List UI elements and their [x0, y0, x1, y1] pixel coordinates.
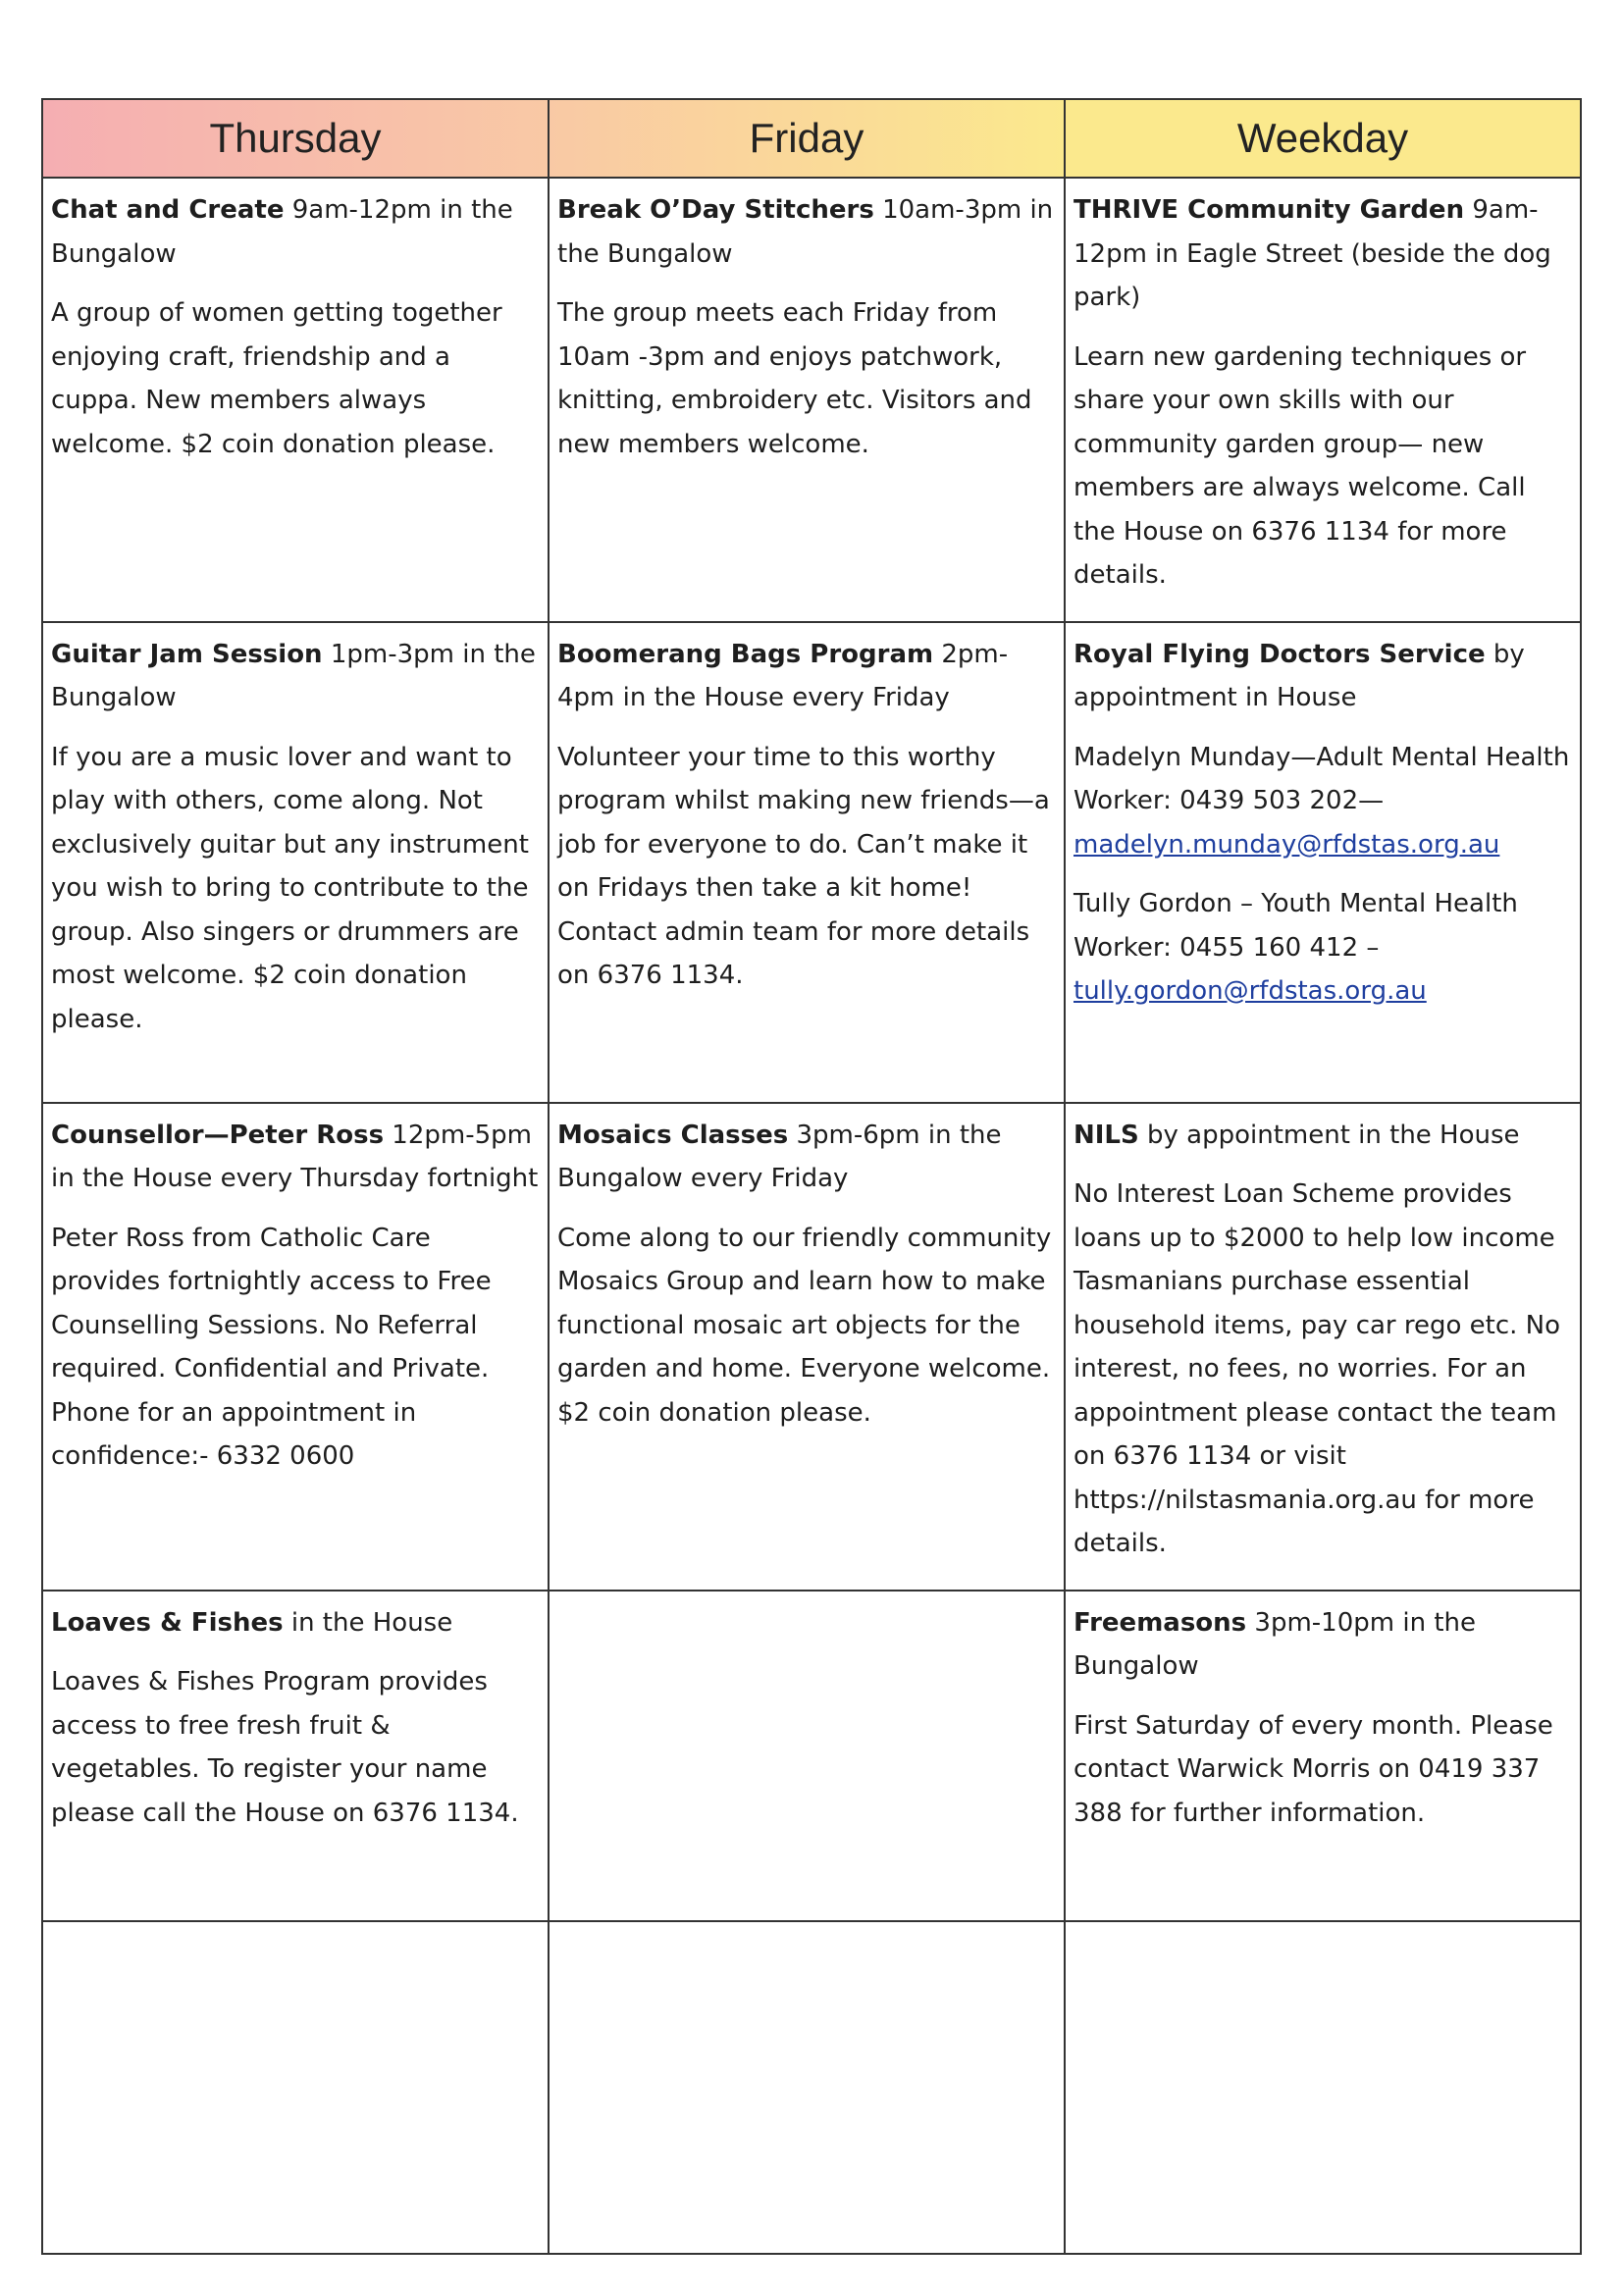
activity-time-location: 3pm-6pm in the Bungalow every Friday [557, 1120, 1002, 1193]
activity-content [1066, 623, 1580, 1037]
contact-email-link[interactable]: madelyn.munday@rfdstas.org.au [1073, 829, 1500, 860]
activity-description: No Interest Loan Scheme provides loans up to $2000 to help low income Tasmanians purchase essential household items, pay car rego etc. No interest, no fees, no worries. For an appointment please contact the team on 6376 1134 or visit https://nilstasmania.org.au for more details. [1073, 1179, 1561, 1558]
activity-heading [51, 633, 540, 720]
activity-description: Come along to our friendly community Mosaics Group and learn how to make functional mosaic art objects for the garden and home. Everyone welcome. $2 coin donation please. [557, 1223, 1052, 1428]
activity-description: Volunteer your time to this worthy program whilst making new friends—a job for everyone to do. Can’t make it on Fridays then take a kit home! Contact admin team for more details on 6376 1134. [557, 742, 1050, 990]
contact-text: Madelyn Munday—Adult Mental Health Worker: 0439 503 202— [1073, 742, 1570, 815]
activity-title: Mosaics Classes [557, 1120, 789, 1150]
activity-cell [1065, 1591, 1581, 1921]
schedule-row [42, 1103, 1581, 1591]
empty-cell [549, 1591, 1065, 1921]
activity-cell [42, 1103, 549, 1591]
activity-time-location: 2pm-4pm in the House every Friday [557, 639, 1009, 712]
activity-heading [51, 188, 540, 276]
contact-entry [1073, 736, 1572, 867]
activity-title: THRIVE Community Garden [1073, 195, 1465, 225]
activity-content [550, 179, 1064, 490]
activity-cell [1065, 1103, 1581, 1591]
activity-title: Freemasons [1073, 1607, 1247, 1638]
activity-description: The group meets each Friday from 10am -3pm and enjoys patchwork, knitting, embroidery etc. Visitors and new members welcome. [557, 298, 1032, 459]
activity-content [43, 1592, 548, 1859]
contact-entry [1073, 882, 1572, 1014]
activity-cell [42, 622, 549, 1103]
activity-heading [1073, 188, 1572, 320]
activity-cell [1065, 622, 1581, 1103]
activity-heading [1073, 633, 1572, 720]
activity-content [550, 1104, 1064, 1459]
activity-content [550, 623, 1064, 1021]
contact-text: Tully Gordon – Youth Mental Health Worker: 0455 160 412 – [1073, 889, 1518, 963]
schedule-row [42, 178, 1581, 622]
empty-cell [549, 1921, 1065, 2254]
activity-title: Boomerang Bags Program [557, 639, 934, 669]
activity-title: NILS [1073, 1120, 1139, 1150]
activity-time-location: 10am-3pm in the Bungalow [557, 195, 1054, 269]
activity-cell [549, 1103, 1065, 1591]
activity-content [1066, 1592, 1580, 1859]
activity-heading [51, 1114, 540, 1201]
activity-content [43, 623, 548, 1066]
activity-heading [1073, 1601, 1572, 1689]
schedule-row [42, 622, 1581, 1103]
empty-cell [1065, 1921, 1581, 2254]
header-row [42, 99, 1581, 178]
activity-title: Loaves & Fishes [51, 1607, 284, 1638]
empty-cell [42, 1921, 549, 2254]
activity-cell [1065, 178, 1581, 622]
column-header-weekday: Weekday [1065, 99, 1581, 178]
activity-time-location: 3pm-10pm in the Bungalow [1073, 1607, 1476, 1681]
activity-time-location: 9am-12pm in Eagle Street (beside the dog park) [1073, 195, 1551, 312]
activity-description: First Saturday of every month. Please contact Warwick Morris on 0419 337 388 for further information. [1073, 1710, 1553, 1828]
contact-email-link[interactable]: tully.gordon@rfdstas.org.au [1073, 976, 1427, 1006]
activity-title: Break O’Day Stitchers [557, 195, 874, 225]
activity-description: A group of women getting together enjoying craft, friendship and a cuppa. New members always welcome. $2 coin donation please. [51, 298, 502, 459]
activity-title: Royal Flying Doctors Service [1073, 639, 1486, 669]
activity-description: Peter Ross from Catholic Care provides fortnightly access to Free Counselling Sessions. No Referral required. Confidential and Private. Phone for an appointment in confidence:- 6332 0600 [51, 1223, 492, 1471]
activity-description: Loaves & Fishes Program provides access to free fresh fruit & vegetables. To register your name please call the House on 6376 1134. [51, 1667, 519, 1828]
activity-content [43, 1104, 548, 1502]
activity-time-location: 12pm-5pm in the House every Thursday fortnight [51, 1120, 539, 1193]
activity-title: Chat and Create [51, 195, 285, 225]
activity-heading [557, 1114, 1056, 1201]
activity-heading [51, 1601, 540, 1645]
column-header-thursday: Thursday [42, 99, 549, 178]
activity-description: If you are a music lover and want to play with others, come along. Not exclusively guitar but any instrument you wish to bring to contribute to the group. Also singers or drummers are most welcome. $2 coin donation please. [51, 742, 529, 1034]
schedule-row [42, 1921, 1581, 2254]
activity-title: Guitar Jam Session [51, 639, 323, 669]
activity-heading [1073, 1114, 1572, 1158]
activity-time-location: by appointment in House [1073, 639, 1525, 712]
activity-cell [42, 178, 549, 622]
schedule-row [42, 1591, 1581, 1921]
activity-cell [42, 1591, 549, 1921]
activity-cell [549, 178, 1065, 622]
activity-time-location: by appointment in the House [1138, 1120, 1520, 1150]
activity-heading [557, 633, 1056, 720]
activity-time-location: 1pm-3pm in the Bungalow [51, 639, 536, 712]
schedule-table [41, 98, 1582, 2255]
activity-content [1066, 1104, 1580, 1590]
activity-cell [549, 622, 1065, 1103]
activity-content [1066, 179, 1580, 621]
activity-description: Learn new gardening techniques or share your own skills with our community garden group— new members are always welcome. Call the House on 6376 1134 for more details. [1073, 341, 1527, 590]
activity-heading [557, 188, 1056, 276]
column-header-friday: Friday [549, 99, 1065, 178]
activity-time-location: in the House [283, 1607, 453, 1638]
activity-time-location: 9am-12pm in the Bungalow [51, 195, 513, 269]
activity-content [43, 179, 548, 490]
activity-title: Counsellor—Peter Ross [51, 1120, 385, 1150]
